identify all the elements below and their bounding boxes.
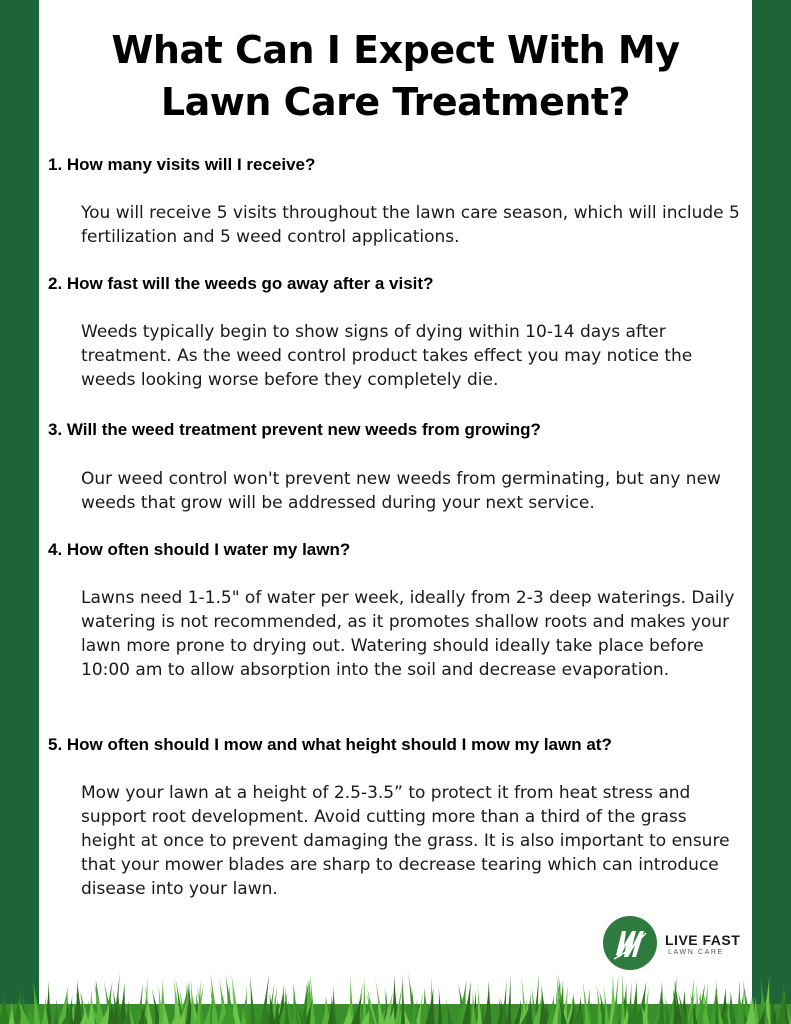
faq-question-3: 3. Will the weed treatment prevent new weeds from growing? <box>48 420 541 439</box>
logo-tagline: LAWN CARE <box>668 949 724 956</box>
logo-name: LIVE FAST <box>665 932 741 948</box>
faq-answer-3: Our weed control won't prevent new weeds from germinating, but any new weeds that grow will be addressed during your next service. <box>81 469 721 513</box>
faq-question-2: 2. How fast will the weeds go away after a visit? <box>48 274 434 293</box>
faq-question-4: 4. How often should I water my lawn? <box>48 540 351 559</box>
logo-mark-icon <box>602 915 658 971</box>
title-line-2: Lawn Care Treatment? <box>160 80 631 124</box>
flyer-page <box>39 0 752 1024</box>
faq-answer-1: You will receive 5 visits throughout the lawn care season, which will include 5 fertilization and 5 weed control applications. <box>81 203 740 247</box>
grass-border-icon <box>0 970 791 1024</box>
page-title <box>39 24 752 128</box>
faq-answer-5: Mow your lawn at a height of 2.5-3.5” to protect it from heat stress and support root development. Avoid cutting more than a third of the grass height at once to prevent damaging the grass. It is also important to ensure that your mower blades are sharp to decrease tearing which can introduce disease into your lawn. <box>81 783 730 899</box>
title-line-1: What Can I Expect With My <box>111 28 680 72</box>
faq-question-1: 1. How many visits will I receive? <box>48 155 316 174</box>
faq-answer-2: Weeds typically begin to show signs of dying within 10-14 days after treatment. As the weed control product takes effect you may notice the weeds looking worse before they completely die. <box>81 322 693 390</box>
faq-answer-4: Lawns need 1-1.5" of water per week, ideally from 2-3 deep waterings. Daily watering is not recommended, as it promotes shallow roots and makes your lawn more prone to drying out. Watering should ideally take place before 10:00 am to allow absorption into the soil and decrease evaporation. <box>81 588 735 680</box>
faq-question-5: 5. How often should I mow and what height should I mow my lawn at? <box>48 735 612 754</box>
company-logo <box>602 915 752 971</box>
